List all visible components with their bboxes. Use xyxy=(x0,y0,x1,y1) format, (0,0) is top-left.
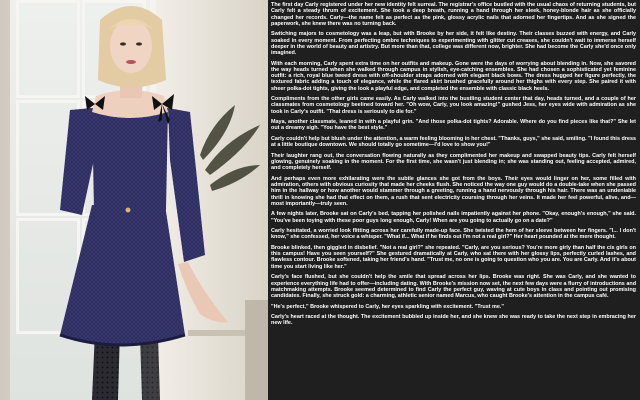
story-paragraph: The first day Carly registered under her new identity felt surreal. The registrar's office bustled with the usual chaos of returning students, but Carly felt a steady thrum of excitement. She took a deep breath, running a hand through her sleek, honey-blonde hair as she officially changed her records. Carly—the name felt as perfect as the pink, glossy acrylic nails that adorned her fingertips. And as she signed the paperwork, she knew there was no turning back. xyxy=(271,2,636,27)
dress-button xyxy=(126,208,131,213)
story-paragraph: "He's perfect," Brooke whispered to Carly, her eyes sparkling with excitement. "Trust me." xyxy=(271,303,505,310)
plant-leaves xyxy=(200,105,260,191)
story-paragraph: Carly's face flushed, but she couldn't help the smile that spread across her lips. Brooke was right. She was Carly, and she wanted to experience everything life had to offer—including dating. With Brooke's mission now set, the next few days were a flurry of introductions and matchmaking attempts. Brooke seemed determined to find Carly the perfect guy, waving at cute boys in class and pointing out promising candidates. Finally, she struck gold: a charming, athletic senior named Marcus, who caught Brooke's attention in the campus café. xyxy=(271,274,637,300)
story-paragraph: And perhaps even more exhilarating were the subtle glances she got from the boys. Their eyes would linger on her, some filled with admiration, others with obvious curiosity that made her cheeks flush. She noticed the way one guy would do a double-take when she passed him in the hallway or how another would stammer through a greeting, running a hand nervously through his hair. There was an undeniable thrill in knowing she had that effect on them, a rush that sent electricity coursing through her veins. It made her feel powerful, alive, and—most importantly—truly seen. xyxy=(271,175,636,207)
face xyxy=(110,19,152,73)
story-paragraph: With each morning, Carly spent extra time on her outfits and makeup. Gone were the days of worrying about blending in. Now, she savored the way heads turned when she walked through campus in stylish, eye-catching ensembles. She had chosen a sophisticated yet feminine outfit: a rich, royal blue tweed dress with off-shoulder straps adorned with elegant black bows. The dress hugged her figure perfectly, the textured fabric adding a touch of elegance, while the flared skirt brushed gracefully around her thighs with every step. She paired it with sheer polka-dot tights, giving the look a playful edge, and completed the ensemble with classic black heels. xyxy=(271,60,636,92)
woman-illustration xyxy=(0,0,268,400)
story-paragraph: Compliments from the other girls came easily. As Carly walked into the bustling student center that day, heads turned, and a couple of her classmates from cosmetology beelined toward her. "Oh wow, Carly, you look amazing!" gushed Jess, her eyes wide with admiration as she took in Carly's outfit. "That dress is seriously to die for." xyxy=(271,96,636,115)
dress-bodice xyxy=(92,108,168,210)
wall-column xyxy=(245,300,268,400)
story-text-panel xyxy=(268,0,640,400)
story-paragraph: Their laughter rang out, the conversation flowing naturally as they complimented her makeup and swapped beauty tips. Carly felt herself glowing, genuinely soaking in the moment. For the first time, she wasn't just blending in; she was standing out, feeling accepted, admired, and completely herself. xyxy=(271,152,636,172)
story-paragraph: Brooke blinked, then giggled in disbelief. "Not a real girl?" she repeated. "Carly, are you serious? You're more girly than half the cis girls on this campus! Have you seen yourself?" She gestured dramatically at Carly, who sat there with her glossy lips, perfectly curled lashes, and flawless contour. Brooke softened, taking her friend's hand. "Trust me, no one is going to question who you are. You are Carly. And it's about time you start living like her." xyxy=(271,244,636,270)
lips xyxy=(126,60,136,64)
story-paragraph: Switching majors to cosmetology was a leap, but with Brooke by her side, it felt like destiny. Their classes buzzed with energy, and Carly soaked in every moment. From perfecting ombre techniques to experimenting with glitter cut creases, she couldn't wait to immerse herself deeper in the world of beauty and artistry. But more than that, college was different now, brighter. She had become the Carly she'd once only imagined. xyxy=(271,31,636,57)
left-eye xyxy=(120,42,126,45)
hand xyxy=(178,262,228,322)
story-paragraph: Maya, another classmate, leaned in with a playful grin. "And those polka-dot tights? Adorable. Where do you find pieces like that?" She let out a dreamy sigh. "You have the best style." xyxy=(271,119,636,132)
left-sleeve xyxy=(60,108,96,215)
story-paragraph: Carly hesitated, a worried look flitting across her carefully made-up face. She twisted the hem of her sleeve between her fingers. "I... I don't know," she confessed, her voice a whisper. "What if... What if he finds out I'm not a real girl?" Her heart pounded at the mere thought. xyxy=(271,228,636,241)
story-paragraph: Carly couldn't help but blush under the attention, a warm feeling blooming in her chest. "Thanks, guys," she said, smiling. "I found this dress at a little boutique downtown. We should totally go sometime—I'd love to show you!" xyxy=(271,135,636,149)
story-paragraph: A few nights later, Brooke sat on Carly's bed, tapping her polished nails impatiently against her phone. "Okay, enough's enough," she said. "You've been toying with these poor guys long enough, Carly! When are you going to actually go on a date?" xyxy=(271,211,636,224)
photo-panel xyxy=(0,0,268,400)
right-sleeve xyxy=(168,108,205,262)
story-paragraph: Carly's heart raced at the thought. The excitement bubbled up inside her, and she knew she was ready to take the next step in embracing her new life. xyxy=(271,314,636,327)
right-eye xyxy=(136,42,142,45)
dress-skirt xyxy=(60,205,185,345)
